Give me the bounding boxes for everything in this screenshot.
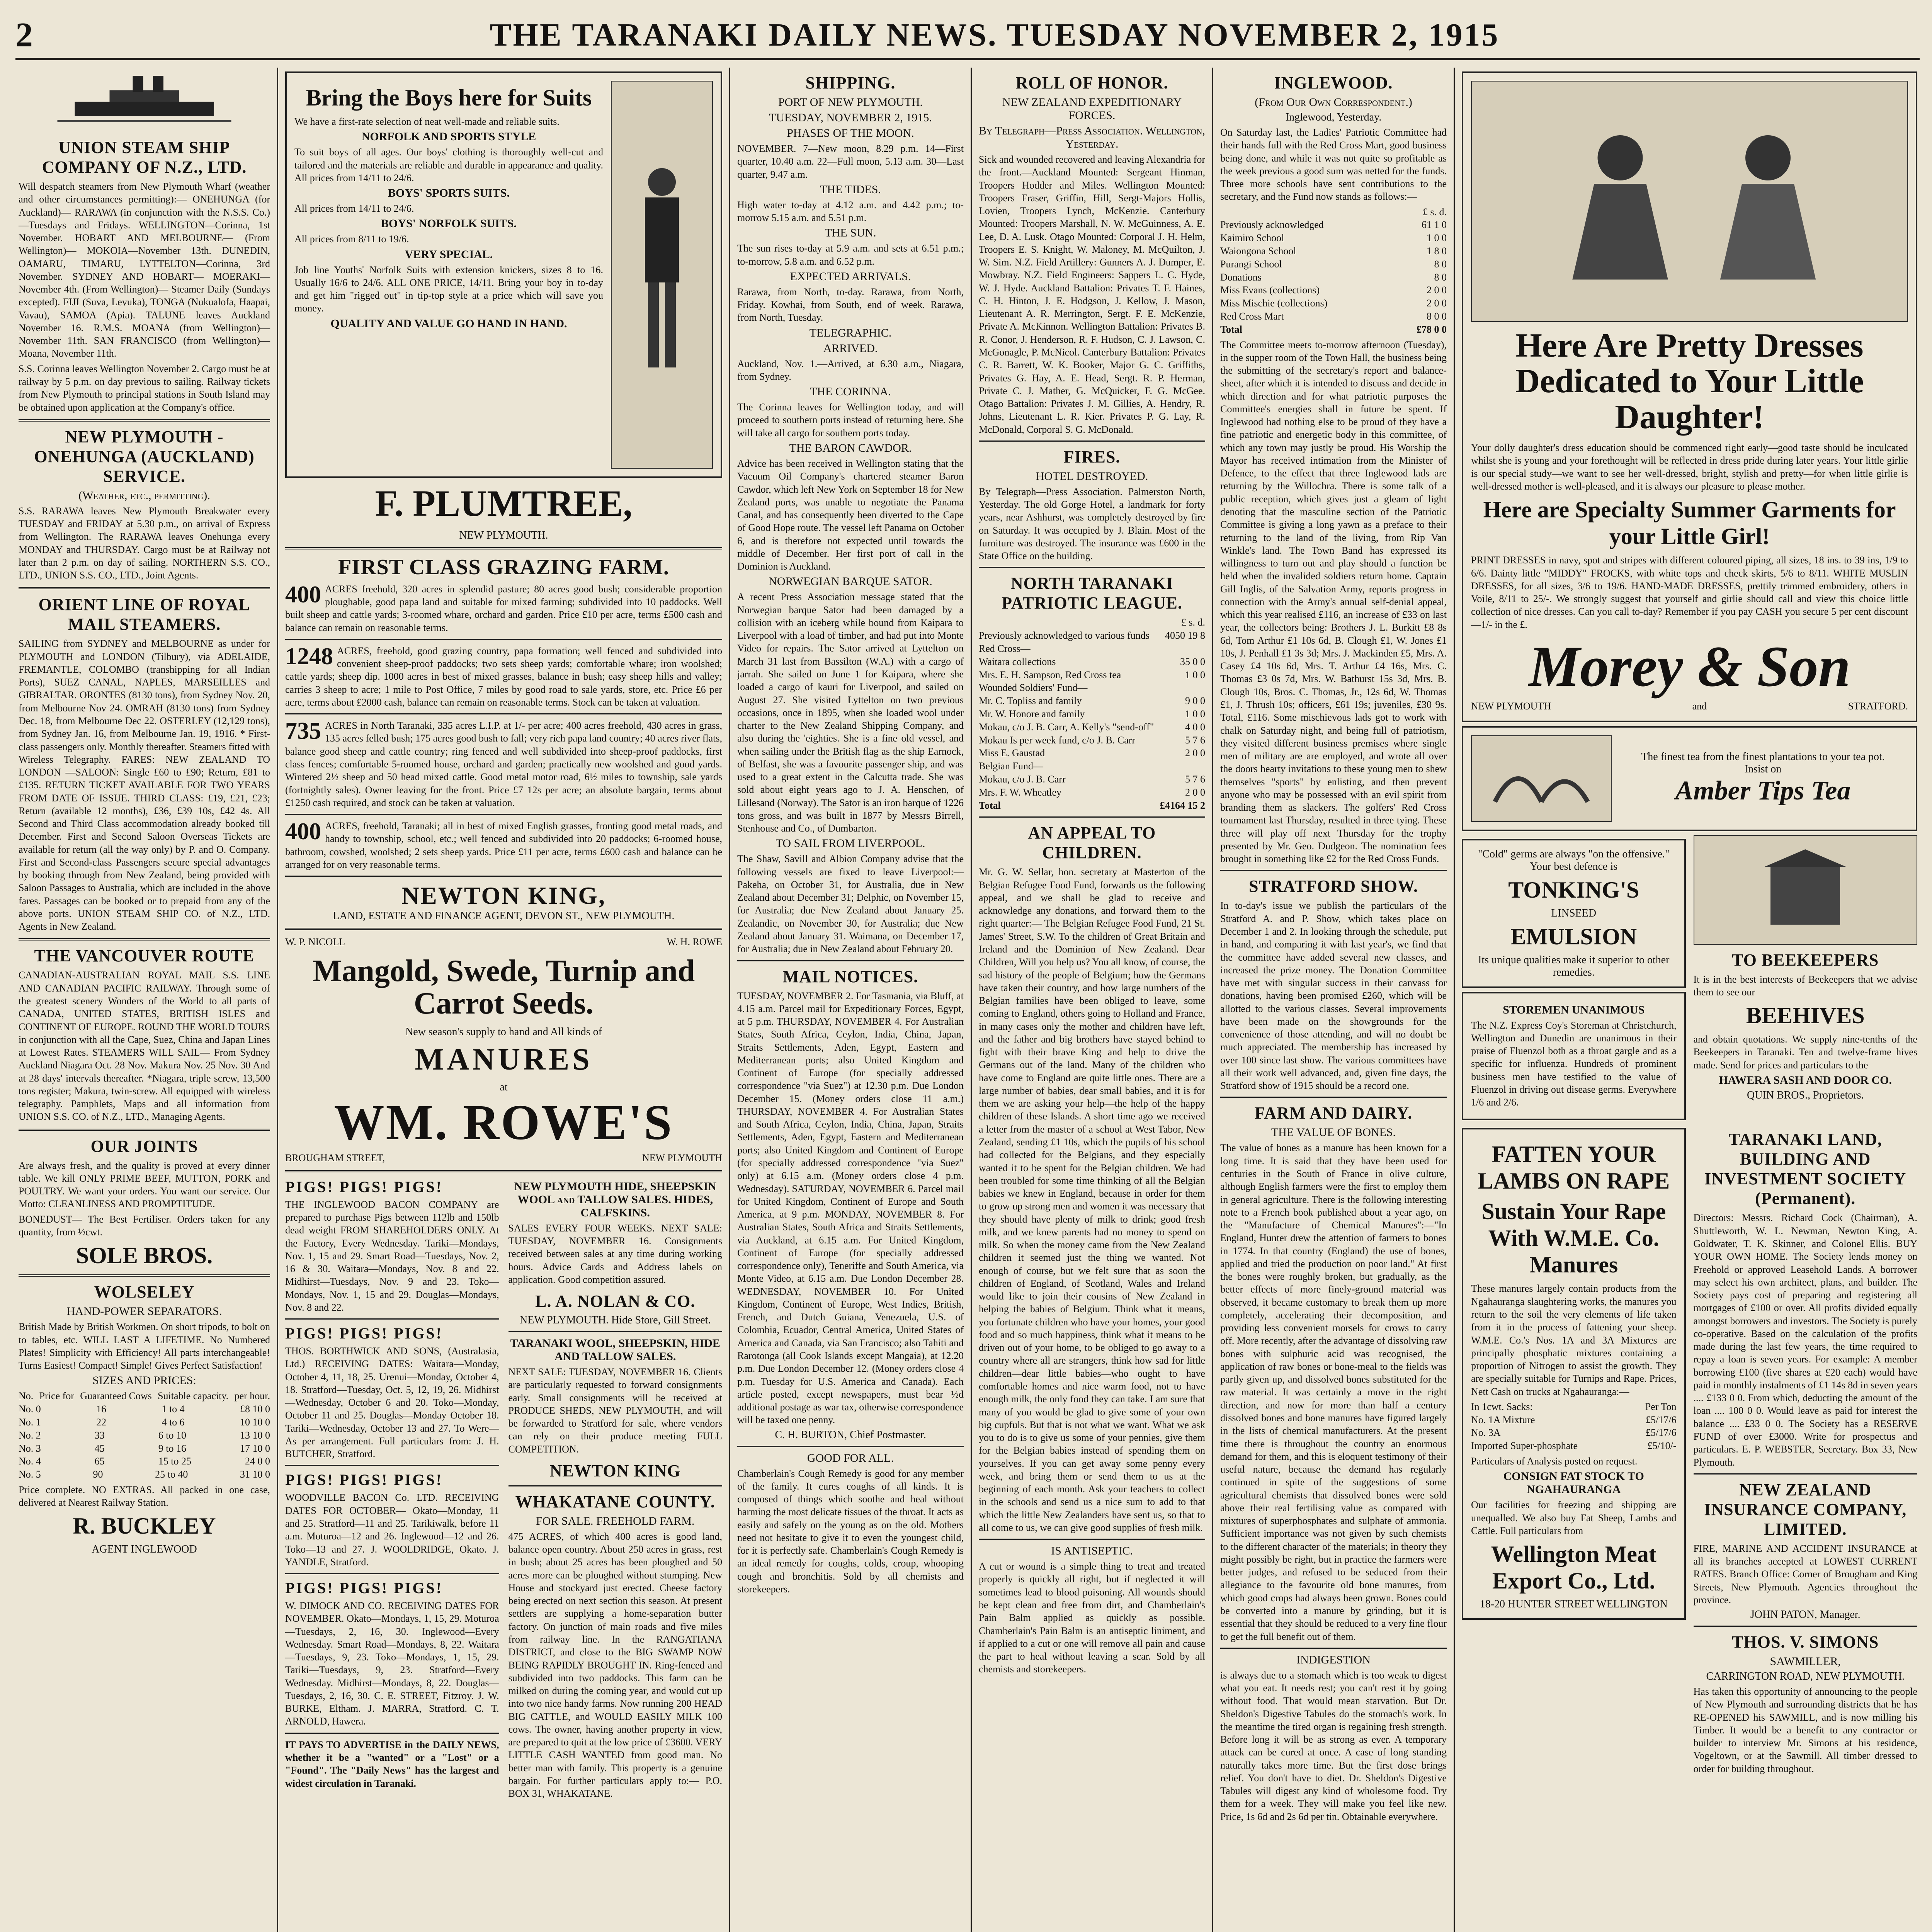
column-1	[12, 68, 278, 1932]
mail-notices-body: TUESDAY, NOVEMBER 2. For Tasmania, via Bluff, at 4.15 a.m. Parcel mail for Expeditionary Forces, Egypt, at 5 p.m. THURSDAY, NOVEMBER 4. For Australian States, South Africa, Ceylon, India, China, Japan, Straits Settlements, Aden, Egypt, Eastern and Mediterranean ports; also United Kingdom and Continent of Europe (for specially addressed correspondence "via Suez") at 12.30 p.m. Due London December 15. (Money orders close 11 a.m.) THURSDAY, NOVEMBER 4. For Australian States and South Africa, Ceylon, India, China, Japan, Straits Settlements, Aden, Egypt, Eastern and Mediterranean ports; also United Kingdom and Continent of Europe (for specially addressed correspondence "via Suez" only) at 6.15 a.m. (Money orders close 4 p.m. Wednesday). SATURDAY, NOVEMBER 6. Parcel mail for United Kingdom, Continent of Europe and South America, at 9 p.m. MONDAY, NOVEMBER 8. For Australian States, South Africa and Straits Settlements, via Auckland, at 6.15 a.m. For United Kingdom, Continent of Europe (for specially addressed correspondence only), Teneriffe and South America, via Monte Video, at 6.15 a.m. Due London December 28. WEDNESDAY, NOVEMBER 10. For United Kingdom, Continent of Europe, West Indies, British, French, and Dutch Guiana, Venezuela, U.S. of Colombia, Ecuador, Central America, United States of America and Canada, via San Francisco; also Tahiti and Rarotonga (all Cook Islands except Mangaia), at 12.20 p.m. Due London December 12. (Money orders close 4 p.m. Tuesday for U.S. America and Canada). Each article posted, except newspapers, must bear ½d additional postage as war tax, otherwise correspondence will be taxed one penny.	[737, 990, 964, 1426]
inglewood-table	[1220, 218, 1447, 323]
separators-body: British Made by British Workmen. On short tripods, to bolt on to tables, etc. WILL LAST A LIFETIME. No Numbered Plates! Simplicity with Efficiency! All parts interchangeable! Turns Easiest! Compact! Simple! Gives Perfect Satisfaction!	[19, 1321, 270, 1371]
grazing-farm-heading: FIRST CLASS GRAZING FARM.	[338, 555, 669, 579]
wme-text-2: Particulars of Analysis posted on request.	[1471, 1456, 1638, 1467]
beehives-name: BEEHIVES	[1746, 1003, 1865, 1029]
inglewood-heading: INGLEWOOD.	[1274, 73, 1393, 92]
patriotic-league-row: Red Cross—	[979, 643, 1031, 655]
usc-body: Will despatch steamers from New Plymouth Wharf (weather and other circumstances permitting):— ONEHUNGA (for Auckland)— RARAWA (in conjunction with the N.S.S. Co.)—Tuesdays and Fridays. WELLINGTON—Corinna, 1st November. HOBART AND MELBOURNE— (From Wellington)— MOKOIA—November 13th. DUNEDIN, OAMARU, TIMARU, LYTTELTON—Corinna, 3rd November. SYDNEY AND HOBART— MOERAKI—November 4th. (From Wellington)— Steamer Daily (Sundays excepted). FIJI (Suva, Levuka), TONGA (Nukualofa, Haapai, Vavau), SAMOA (Apia). TALUNE leaves Auckland November 16. R.M.S. MOANA (from Wellington)—November 11th. SAN FRANCISCO (from Wellington)—Moana, November 11th.	[19, 181, 270, 359]
whakatane-body: 475 ACRES, of which 400 acres is good land, balance open country. About 250 acres in grass, rest in bush; about 25 acres has been ploughed and 50 acres more can be ploughed without stumping. New House and stockyard just erected. Cheese factory being erected on next section this season. At present settlers are supplying a home-separation butter factory. On junction of main roads and five miles from railway line. In the RANGATIANA DISTRICT, and close to the BIG SWAMP NOW BEING RAPIDLY BROUGHT IN. Ring-fenced and subdivided into two paddocks. This farm can be milked on during the coming year, and would cut up into two nice handy farms. Now running 200 HEAD BIG CATTLE, and WOULD EASILY MILK 100 cows. The owner, having another property in view, are prepared to quit at the low price of £3600. VERY LITTLE CASH WANTED from good man. No better man with family. This property is a genuine bargain. For further particulars apply to:— P.O. BOX 31, WHAKATANE.	[508, 1531, 722, 1799]
mail-notices-signature: C. H. BURTON, Chief Postmaster.	[775, 1429, 926, 1441]
vancouver-route-body: CANADIAN-AUSTRALIAN ROYAL MAIL S.S. LINE AND CANADIAN PACIFIC RAILWAY. Through some of the greatest scenery Wonders of the World to all parts of CANADA, UNITED STATES, BRITISH ISLES and CONTINENT OF EUROPE. ROUND THE WORLD TOURS in conjunction with all the Cape, Suez, China and Japan Lines at Lowest Rates. STEAMERS WILL SAIL— From Sydney Auckland Niagara Oct. 28 Nov. Makura Nov. 25 Nov. 30 And at 28 days' intervals thereafter. *Niagara, triple screw, 13,500 tons register; Makura, twin-screw. All equipped with wireless telegraphy. Pamphlets, Maps and all information from UNION S.S. CO. of N.Z., LTD., Managing Agents.	[19, 969, 270, 1122]
roll-of-honor-heading: ROLL OF HONOR.	[1015, 73, 1168, 92]
woodville-bacon-notice: WOODVILLE BACON Co. LTD. RECEIVING DATES FOR OCTOBER— Okato—Monday, 11 and 25. Stratford—11 and 25. Tarikiwalk, before 11 a.m. Moturoa—12 and 26. Inglewood—12 and 26. Toko—13 and 27. J. WOOLDRIDGE, Okato. J. YANDLE, Stratford.	[285, 1492, 499, 1568]
column-5	[1213, 68, 1455, 1932]
simons-heading: THOS. V. SIMONS	[1732, 1633, 1879, 1652]
rowe-foot-left: BROUGHAM STREET,	[285, 1152, 385, 1163]
inglewood-row: Kaimiro School 1 0 0	[1220, 232, 1447, 244]
sizes-table-header: No. Price for Guaranteed Cows Suitable capacity. per hour.	[19, 1390, 270, 1402]
sun-body: The sun rises to-day at 5.9 a.m. and sets at 6.51 p.m.; to-morrow, 5.8 a.m. and 6.52 p.m.	[737, 243, 964, 267]
inglewood-body: On Saturday last, the Ladies' Patriotic Committee had their hands full with the Red Cross Mart, good business being done, and while it was not quite so profitable as the week previous a good sum was netted for the funds. Three more schools have sent contributions to the secretary, and the Fund now stands as follows:—	[1220, 127, 1447, 202]
wool-sales-heading: TARANAKI WOOL, SHEEPSKIN, HIDE AND TALLOW SALES.	[510, 1337, 720, 1363]
land-building-body: Directors: Messrs. Richard Cock (Chairman), A. Shuttleworth, W. L. Newman, Newton King, A. Goldwater, T. K. Skinner, and Colonel Ellis. BUY YOUR OWN HOME. The Society lends money on Freehold or approved Leasehold Lands. A borrower may select his own architect, plans, and builder. The Society pays cost of preparing and registering all mortgages of £100 or over. All profits divided equally amongst borrowers and investors. The Society is purely co-operative. Based on the calculation of the profits made during the last few years, the time required to repay a loan is seven years. For example: A member borrowing £100 (five shares at £20 each) would have paid in monthly instalments of £1 14s 8d in seven years .... £133 0 0. From which, deducting the amount of the loan .... 100 0 0. Would leave as paid for interest the balance .... £33 0 0. The Society has a RESERVE FUND of over £3000. Write for prospectus and particulars. E. P. WEBSTER, Secretary. Box 33, New Plymouth.	[1693, 1212, 1917, 1468]
farm-dairy-sub: THE VALUE OF BONES.	[1271, 1126, 1396, 1139]
plumtree-t4: Job line Youths' Norfolk Suits with extension knickers, sizes 8 to 16. Usually 16/6 to 24/6. ALL ONE PRICE, 14/11. Bring your boy in to-day and get him "rigged out" in tip-top style at a price which will save you money.	[294, 264, 603, 314]
plumtree-town: NEW PLYMOUTH.	[459, 529, 548, 541]
wme-text: These manures largely contain products from the Ngahauranga slaughtering works, the manures you return to the soil the very elements of life taken from it in the process of fattening your sheep. W.M.E. Co.'s Nos. 1A and 3A Mixtures are principally phosphatic mixtures containing a proportion of Nitrogen to assist the growth. They are specially suitable for Turnips and Rape. Prices, Nett Cash on trucks at Ngahauranga:—	[1471, 1283, 1677, 1397]
patriotic-league-row: Mrs. E. H. Sampson, Red Cross tea 1 0 0	[979, 669, 1205, 680]
expected-arrivals-body: Rarawa, from North, to-day. Rarawa, from North, Friday. Kowhai, from South, end of week. Rarawa, from North, Tuesday.	[737, 286, 964, 323]
sun-heading: THE SUN.	[825, 226, 876, 240]
roll-of-honor-body: Sick and wounded recovered and leaving Alexandria for the front.—Auckland Mounted: Sergeant Hinman, Troopers Hodder and Miles. Wellington Mounted: Troopers Fraser, Griffin, Hill, Sergt-Majors Hollis, Lovien, Troopers Lynch, McKenzie. Canterbury Mounted: Troopers Marshall, N. W. McGuinness, A. E. Lee, D. A. Lusk. Otago Mounted: Corporal J. H. Helm, Troopers E. S. Knight, W. Maloney, M. McQuilton, J. W. Sim. N.Z. Field Artillery: Gunners A. J. Dumper, E. Mowbray. N.Z. Field Engineers: Sappers L. C. Hyde, W. J. Hyde. Auckland Battalion: Privates T. F. Haines, C. H. Hinton, J. E. Hodgson, J. Kellow, J. Mason, Lieutenant A. R. Merrington, Sergt. F. E. McKenzie, Private A. McKinnon. Wellington Battalion: Privates B. R. Conor, J. Henderson, R. F. Hudson, C. J. Lawson, C. McGonagle, P. McNicol. Canterbury Battalion: Privates C. R. Barrett, W. K. Booker, Major G. C. Griffiths, Privates G. Hay, A. E. Head, Sergt. R. P. Herman, Private C. J. Mather, G. McQuicker, F. G. McGee. Otago Battalion: Privates J. M. Gillies, A. Hendry, R. Johns, Lieutenant L. R. Kier. Privates P. G. Lay, R. McDonald, Corporal S. G. McDonald.	[979, 154, 1205, 435]
orient-line-body: SAILING from SYDNEY and MELBOURNE as under for PLYMOUTH and LONDON (Tilbury), via ADELAIDE, FREMANTLE, COLOMBO (transhipping for all Indian Ports), SUEZ CANAL, NAPLES, MARSEILLES and GIBRALTAR. ORONTES (8130 tons), from Sydney Nov. 20, from Melbourne Nov 24. OMRAH (8130 tons) from Sydney Dec. 18, from Melbourne Dec 22. OSTERLEY (12,129 tons), from Sydney Jan. 16, from Melbourne Jan. 19, 1916. * First-class passengers only. Monthly thereafter. Steamers fitted with Wireless Telegraphy. FARES: NEW ZEALAND TO LONDON —SALOON: Single £60 to £90; Return, £81 to £135. RETURN TICKET AVAILABLE FOR TWO YEARS FROM DATE OF ISSUE. THIRD CLASS: £19, £21, £23; Return (available 12 months), £36, £39 10s, £42 4s. All Second and Third Class accommodation already booked till December. First and Second Saloon Overseas Tickets are available for return (all the way only) by P. and O. Company. First and Second-class Passengers secure special advantages by booking through from New Zealand, being provided with Saloon Passages to Australia, which are included in the above fares. Passages can be booked or to prepaid from any of the above ports. UNION STEAM SHIP CO. of N.Z., LTD. Agents in New Zealand.	[19, 638, 270, 932]
inglewood-row: Donations 8 0	[1220, 271, 1447, 283]
steamship-icon	[19, 70, 270, 128]
np-service-body: S.S. RARAWA leaves New Plymouth Breakwater every TUESDAY and FRIDAY at 5.30 p.m., on arrival of Express from Wellington. The RARAWA leaves Onehunga every MONDAY and THURSDAY. Cargo must be at Railway not later than 2 p.m. on day of sailing. NORTHERN S.S. CO., LTD., UNION S.S. CO., LTD., Joint Agents.	[19, 505, 270, 581]
inglewood-row: Red Cross Mart 8 0 0	[1220, 310, 1447, 322]
land-building-heading: TARANAKI LAND, BUILDING AND INVESTMENT SOCIETY (Permanent).	[1704, 1130, 1906, 1208]
patriotic-league-row: Mokau, c/o J. B. Carr 5 7 6	[979, 774, 1205, 785]
farm-listing	[285, 645, 722, 709]
antiseptic-heading: IS ANTISEPTIC.	[1051, 1544, 1133, 1558]
port-name: PORT OF NEW PLYMOUTH.	[778, 96, 923, 109]
plumtree-s2: BOYS' SPORTS SUITS.	[388, 187, 510, 200]
vancouver-route-heading: THE VANCOUVER ROUTE	[34, 946, 255, 966]
patriotic-league-row: Waitara collections 35 0 0	[979, 656, 1205, 667]
newton-king-address: LAND, ESTATE AND FINANCE AGENT, DEVON ST., NEW PLYMOUTH.	[333, 910, 675, 922]
good-for-all-heading: GOOD FOR ALL.	[807, 1451, 894, 1464]
nolan-name: L. A. NOLAN & CO.	[535, 1292, 696, 1311]
column-3	[730, 68, 972, 1932]
consign-heading: CONSIGN FAT STOCK TO NGAHAURANGA	[1503, 1470, 1644, 1496]
hide-sales-body: SALES EVERY FOUR WEEKS. NEXT SALE: TUESDAY, NOVEMBER 16. Consignments received between sales at any time during working hours. Advice Cards and Address labels on application. Good competition assured.	[508, 1222, 722, 1285]
farm-dairy-heading: FARM AND DAIRY.	[1254, 1104, 1413, 1123]
baron-cawdor-heading: THE BARON CAWDOR.	[789, 441, 912, 454]
plumtree-t2: All prices from 14/11 to 24/6.	[294, 203, 414, 214]
patriotic-league-row: Mokau, c/o J. B. Carr, A. Kelly's "send-off" 4 0 0	[979, 721, 1205, 733]
plumtree-name: F. PLUMTREE,	[375, 483, 633, 524]
wme-price-row: No. 1A Mixture £5/17/6	[1471, 1414, 1677, 1425]
sizes-row: No. 3 45 9 to 16 17 10 0	[19, 1442, 270, 1454]
our-joints-body: Are always fresh, and the quality is proved at every dinner table. We kill ONLY PRIME BEEF, MUTTON, PORK and POULTRY. We want your orders. You want our service. Our Motto: CLEANLINESS AND PROMPTITUDE.	[19, 1160, 270, 1210]
farm-text: ACRES in North Taranaki, 335 acres L.I.P. at 1/- per acre; 400 acres freehold, 430 acres in grass, 135 acres felled bush; 175 acres good bush to fall; very rich papa land country; 40 acres river flats, balance good sheep and cattle country; ring fenced and well subdivided into sheep-proof paddocks, first class fences; comfortable 5-roomed house, orchard and garden; practically new woolshed and good yards. Wintered 2½ sheep and 50 head mixed cattle. Good metal motor road, 6½ miles to township, sale yards (fortnightly sales). Owner leaving for the front. Price £7 12s per acre; an absolute bargain, terms about £1250 cash required, and stock can be taken at valuation.	[285, 720, 722, 808]
simons-body: Has taken this opportunity of announcing to the people of New Plymouth and surrounding districts that he has RE-OPENED his SAWMILL, and is now milling his Timber. It would be a benefit to any contractor or builder to interview Mr. Simons at his residence, Vogeltown, or at the Sawmill. All timber dressed to order for building throughout.	[1693, 1686, 1917, 1774]
stratford-show-body: In to-day's issue we publish the particulars of the Stratford A. and P. Show, which takes place on December 1 and 2. In looking through the schedule, put in hand, and comparing it with last year's, we find that the committee have added several new classes, and increased the prize money. The Donation Committee have met with singular success in their canvass for donations, having been promised £260, which will be allotted to the various classes. Several improvements have been made on the showgrounds for the convenience of those attending, and will no doubt be much appreciated. The membership has increased by over 100 since last show. The various committees have all their work well advanced, and, given fine days, the Stratford show of 1915 should be a record one.	[1220, 900, 1447, 1092]
shipping-heading: SHIPPING.	[805, 73, 896, 92]
plumtree-intro: We have a first-rate selection of neat well-made and reliable suits.	[294, 116, 560, 127]
fires-heading: FIRES.	[1063, 447, 1121, 466]
sizes-row: No. 4 65 15 to 25 24 0 0	[19, 1456, 270, 1467]
tonking-emulsion: EMULSION	[1510, 923, 1637, 949]
patriotic-league-table	[979, 629, 1205, 799]
fatten-headline: FATTEN YOUR LAMBS ON RAPE	[1478, 1141, 1670, 1194]
wme-price-list	[1471, 1400, 1677, 1452]
beekeepers-heading: TO BEEKEEPERS	[1732, 950, 1879, 969]
pigs-heading-4: PIGS! PIGS! PIGS!	[285, 1579, 443, 1597]
appeal-heading: AN APPEAL TO CHILDREN.	[1028, 823, 1156, 862]
farm-list	[285, 583, 722, 877]
roll-by-line: By Telegraph—Press Association. Wellington, Yesterday.	[979, 124, 1205, 150]
arrived-body: Auckland, Nov. 1.—Arrived, at 6.30 a.m., Niagara, from Sydney.	[737, 358, 964, 382]
plumtree-t1: To suit boys of all ages. Our boys' clothing is thoroughly well-cut and tailored and the materials are reliable and durable in appearance and quality. All prices from 14/11 to 24/6.	[294, 146, 603, 184]
beekeepers-text-1: It is in the best interests of Beekeepers that we advise them to see our	[1693, 973, 1917, 998]
inglewood-table-header: £ s. d.	[1422, 206, 1447, 218]
page-number: 2	[15, 15, 33, 54]
dimock-notice: W. DIMOCK AND CO. RECEIVING DATES FOR NOVEMBER. Okato—Mondays, 1, 15, 29. Moturoa—Tuesdays, 2, 16, 30. Inglewood—Every Wednesday. Smart Road—Mondays, 8, 22. Waitara—Tuesdays, 9, 23. Toko—Mondays, 1, 15, 29. Tariki—Tuesdays, 9, 23. Stratford—Every Wednesday. Midhirst—Mondays, 8, 22. Douglas—Tuesdays, 2, 16, 30. C. E. STREET, Fitzroy. J. W. BURKE, Eltham. J. MARRA, Stratford. C. T. ARNOLD, Hawera.	[285, 1600, 499, 1727]
column-2	[278, 68, 730, 1932]
inglewood-row: Purangi School 8 0	[1220, 258, 1447, 270]
masthead	[15, 12, 1920, 60]
indigestion-heading: INDIGESTION	[1296, 1653, 1371, 1666]
wellington-meat-address: 18-20 HUNTER STREET WELLINGTON	[1480, 1598, 1668, 1611]
farm-listing	[285, 719, 722, 809]
sizes-heading: SIZES AND PRICES:	[92, 1374, 196, 1387]
usc-note: S.S. Corinna leaves Wellington November 2. Cargo must be at railway by 5 p.m. on day previous to sailing. Railway tickets from New Plymouth to principal stations in South Island may be obtained upon application at the Company's office.	[19, 363, 270, 413]
corinna-heading: THE CORINNA.	[810, 385, 891, 398]
farm-acres: 400	[285, 581, 321, 608]
plumtree-title: Bring the Boys here for Suits	[306, 85, 592, 111]
nolan-town: NEW PLYMOUTH. Hide Store, Gill Street.	[520, 1314, 711, 1327]
farm-text: ACRES, freehold, Taranaki; all in best of mixed English grasses, fronting good metal roads, and handy to township, school, etc.; well fenced and subdivided into 20 paddocks; 6-roomed house, bathroom, cowshed, woolshed; 2 sets sheep yards. Price £11 per acre, terms £600 cash and balance can be arranged for on very reasonable terms.	[285, 820, 722, 870]
sizes-row: No. 5 90 25 to 40 31 10 0	[19, 1469, 270, 1480]
baron-cawdor-body: Advice has been received in Wellington stating that the Vacuum Oil Company's chartered steamer Baron Cawdor, which left New York on September 18 for New Zealand ports, was unable to negotiate the Panama Canal, and has consequently been diverted to the Cape of Good Hope route. The vessel left Panama on October 6, and is therefore not expected until towards the middle of December. Her first port of call in the Dominion is Auckland.	[737, 457, 964, 572]
sizes-table	[19, 1403, 270, 1481]
tonking-sub: LINSEED	[1551, 907, 1597, 919]
whakatane-sub: FOR SALE. FREEHOLD FARM.	[536, 1514, 695, 1527]
tonking-tagline: "Cold" germs are always "on the offensive." Your best defence is	[1478, 848, 1670, 872]
patriotic-league-row: Mrs. F. W. Wheatley 2 0 0	[979, 786, 1205, 798]
rowe-header	[285, 935, 722, 949]
appeal-body: Mr. G. W. Sellar, hon. secretary at Masterton of the Belgian Refugee Food Fund, forwards us the following appeal, and we shall be glad to receive and acknowledge any donations, and forward them to the right quarter:— The Belgian Refugee Food Fund, 21 St. James' Street, S.W. To the children of Great Britain and Ireland and the Dominion of New Zealand. Dear Children, Will you help us? You all know, of course, the sad history of the people of Belgium; how the Germans have taken their country, and how large numbers of the Belgian families have been obliged to leave, some coming to England, others going to Holland and France, in many cases only the mother and children have left, and the father and big brothers have stayed behind to fight with their brave King and help to drive the Germans out of the land. Many of the children who have come to England are quite little ones. There are a large number of babies, dear small babies, and it is for them we are asking your help—the help of the happy children of these Islands. A short time ago we received a letter from the master of a school at West Tabor, New Zealand, sending £1 10s, which the pupils of his school had collected for the Belgians, and they especially wanted it to be spent for the Belgian children. We had been troubled for some time thinking of all the Belgian babies we knew in England, because in order for them to grow up strong men and women it was necessary that they should have plenty of milk to drink; good fresh milk, and we knew parents had no money to spend on milk. So when the money came from the New Zealand children it seemed just the thing we wanted. Not enough of course, but we felt sure that as soon the children of England, of Scotland, Wales and Ireland would like to join their cousins of New Zealand in helping the babies of Belgium. Think what it means, you fortunate children who have your homes, your good food and so much happiness, think what it means to be driven out of your home, to be obliged to go away to a country where all are strangers, think how sad for little children—dear little babies—who ought to have comfortable homes and nice warm food, not to have enough milk, the only food they can take. I am sure that many of you would be glad to give some of your own big cupfuls. But that is not what we want. What we ask you to do is to give us some of your pennies, give them for the Belgian babies instead of spending them on yourselves. If you can get away some penny every week, and bring them or send them to us at the beginning of each month. Ask your teachers to collect in the schools and send us a nice sum to add to that which the little New Zealanders have sent us, so that to all come to us, we can give good supplies of fresh milk.	[979, 866, 1205, 1533]
fires-body: By Telegraph—Press Association. Palmerston North, Yesterday. The old Gorge Hotel, a landmark for forty years, near Ashhurst, was completely destroyed by fire on Saturday. It was occupied by J. Blain. Most of the furniture was destroyed. The insurance was £600 in the State Office on the building.	[979, 486, 1205, 562]
patriotic-league-row: Previously acknowledged to various funds 4050 19 8	[979, 630, 1205, 641]
patriotic-league-row: Wounded Soldiers' Fund—	[979, 682, 1088, 694]
boy-in-suit-illustration-icon	[611, 81, 713, 469]
simons-address: CARRINGTON ROAD, NEW PLYMOUTH.	[1706, 1670, 1905, 1683]
quin-bros: QUIN BROS., Proprietors.	[1747, 1089, 1864, 1101]
rowe-title: Mangold, Swede, Turnip and Carrot Seeds.	[312, 954, 695, 1020]
sole-bros-name: SOLE BROS.	[76, 1243, 213, 1269]
wme-price-row: Imported Super-phosphate £5/10/-	[1471, 1440, 1677, 1452]
orient-line-heading: ORIENT LINE OF ROYAL MAIL STEAMERS.	[38, 595, 250, 634]
np-service-sub: (Weather, etc., permitting).	[78, 489, 210, 502]
bonedust-notice: BONEDUST— The Best Fertiliser. Orders taken for any quantity, from ½cwt.	[19, 1213, 270, 1238]
farm-listing	[285, 583, 722, 634]
tonking-name: TONKING'S	[1508, 877, 1639, 903]
wellington-meat-name: Wellington Meat Export Co., Ltd.	[1491, 1541, 1656, 1594]
rowe-right: W. H. ROWE	[667, 936, 722, 948]
pigs-heading-3: PIGS! PIGS! PIGS!	[285, 1471, 443, 1489]
sator-heading: NORWEGIAN BARQUE SATOR.	[769, 575, 932, 588]
plumtree-s5: QUALITY AND VALUE GO HAND IN HAND.	[330, 317, 567, 330]
amber-tips-name: Amber Tips Tea	[1675, 776, 1851, 806]
plumtree-t3: All prices from 8/11 to 19/6.	[294, 233, 409, 245]
inglewood-row: Miss Evans (collections) 2 0 0	[1220, 284, 1447, 296]
sustain-headline: Sustain Your Rape With W.M.E. Co. Manures	[1481, 1199, 1666, 1278]
column-6	[1455, 68, 1924, 1932]
corinna-body: The Corinna leaves for Wellington today, and will proceed to southern ports instead of returning here. She will take all cargo for southern ports today.	[737, 401, 964, 439]
rowe-left: W. P. NICOLL	[285, 936, 345, 948]
patriotic-league-row: Miss E. Gaustad 2 0 0	[979, 747, 1205, 759]
liverpool-body: The Shaw, Savill and Albion Company advise that the following vessels are fixed to leave Liverpool:— Pakeha, on October 31, for Australia, due in New Zealand about December 31; Delphic, on November 15, for Australia; due New Zealand about January 25. Zealandic, on November 30, for Australia; due New Zealand about January 31. Waimana, on December 17, for Australia; due in New Zealand about February 20.	[737, 853, 964, 955]
patriotic-league-row: Mokau Is per week fund, c/o J. B. Carr 5 7 6	[979, 734, 1205, 746]
beekeepers-text-2: and obtain quotations. We supply nine-tenths of the Beekeepers in Taranaki. Ten and twelve-frame hives made. Send for prices and particulars to the	[1693, 1034, 1917, 1071]
patriotic-league-row: Belgian Fund—	[979, 760, 1043, 772]
farm-text: ACRES freehold, 320 acres in splendid pasture; 80 acres good bush; considerable proportion ploughable, good papa land and suitable for mixed farming; subdivided into 10 paddocks. Well built sheep and cattle yards; 3-roomed whare, orchard and garden. Price £10 per acre, terms £500 cash and balance can remain on reasonable terms.	[285, 583, 722, 633]
nz-insurance-body: FIRE, MARINE AND ACCIDENT INSURANCE at all its branches accepted at LOWEST CURRENT RATES. Branch Office: Corner of Brougham and King Streets, New Plymouth. Agencies throughout the province.	[1693, 1543, 1917, 1605]
tea-line: The finest tea from the finest plantations to your tea pot.	[1641, 750, 1885, 763]
morey-headline-2: Here are Specialty Summer Garments for your Little Girl!	[1483, 497, 1896, 549]
morey-ad	[1462, 71, 1917, 722]
patriotic-league-header: £ s. d.	[1181, 617, 1205, 628]
separators-note: Price complete. NO EXTRAS. All packed in one case, delivered at Nearest Railway Station.	[19, 1484, 270, 1509]
storemen-ad	[1462, 992, 1686, 1121]
inglewood-body-2: The Committee meets to-morrow afternoon (Tuesday), in the supper room of the Town Hall, the business being the submitting of the secretary's report and balance-sheet, after which it is intended to discuss and decide in which direction and for what patriotic purposes the Committee's energies shall in future be spent. If Inglewood had nothing else to be proud of they have a fine patriotic and energetic body in this committee, of which any town may justly be proud. His Worship the Mayor has received intimation from the Minister of Defence, to the effect that three Inglewood lads are returning by the Willochra. There is some talk of a public reception, which gives just a gleam of light denoting that the masculine section of the Patriotic Committee is giving a long yawn as a preface to their returning to the land of the living, from Rip Van Winkle's land. The Town Band has expressed its willingness to turn out and play should a function be held when the invalided soldiers return home. Captain Gill Inglis, of the Salvation Army, reports progress in connection with the Army's annual self-denial appeal, which this year realised £116, an increase of £33 on last year, the collectors being: Brothers J. L. Burkitt £8 8s 6d, Tom Arthur £1 10s 6d, B. Clough £1, W. Jones £1 10s, J. Penhall £1 3s 3d; Mrs. J. Mackinden £5, Mrs. A. Casey £4 10s 6d, Mrs. T. Arthur £4 16s, Mrs. C. Thomas £3 0s 7d, Mrs. W. Bathurst 15s 3d, Mrs. B. Clough 10s, Bros. C. Thomas, Jr., 12s 6d, W. Thomas £1, J. Thrush 10s; officers, £61 19s; juveniles, £30 9s. Total, £116. Some mischievous lads got to work with chalk on Saturday night, and being full of patriotism, they visited different business premises where single men of military are are employed, and wrote all over the doors hearty invitations to these young men to shew themselves "sports" by enlisting, and then prevent anyone who may be possessed with an evil spirit from branding them as slackers. The golfers' Red Cross tournament last Thursday, resulted in three tying. These three will play off next Thursday for the trophy presented by Mr. Geo. Dudgeon. The nomination fees brought in something like £2 for the Red Cross Funds.	[1220, 339, 1447, 865]
rowe-foot-right: NEW PLYMOUTH	[642, 1152, 722, 1163]
wme-ad	[1462, 1128, 1686, 1620]
nz-insurance-signature: JOHN PATON, Manager.	[1750, 1609, 1861, 1621]
good-for-all-body: Chamberlain's Cough Remedy is good for any member of the family. It cures coughs of all kinds. It is composed of things which soothe and heal without harming the most delicate tissues of the throat. It acts as easily and safely on the young as on the old. Mothers need not hesitate to give it to even the youngest child, for it is perfectly safe. Chamberlain's Cough Remedy is an ideal remedy for coughs, colds, croup, whooping cough and bronchitis. Sold by all chemists and storekeepers.	[737, 1468, 964, 1595]
morey-name: Morey & Son	[1528, 634, 1851, 699]
liverpool-heading: TO SAIL FROM LIVERPOOL.	[776, 837, 925, 850]
moon-body: NOVEMBER. 7—New moon, 8.29 p.m. 14—First quarter, 10.40 a.m. 22—Full moon, 5.13 a.m. 30—Last quarter, 9.47 a.m.	[737, 143, 964, 180]
mail-notices-heading: MAIL NOTICES.	[782, 967, 918, 986]
newspaper-title: THE TARANAKI DAILY NEWS. TUESDAY NOVEMBER 2, 1915	[490, 17, 1500, 53]
farm-listing	[285, 820, 722, 871]
beehive-icon	[1694, 835, 1918, 945]
storemen-body: The N.Z. Express Coy's Storeman at Christchurch, Wellington and Dunedin are unanimous in their praise of Fluenzol both as a throat gargle and as a specific for influenza. Hundreds of prominent business men have testified to the value of Fluenzol in driving out disease germs. Everywhere 1/6 and 2/6.	[1471, 1019, 1677, 1108]
pigs-heading-1: PIGS! PIGS! PIGS!	[285, 1178, 443, 1196]
wool-sales-name: NEWTON KING	[549, 1461, 681, 1480]
tea-plantation-icon	[1471, 735, 1612, 822]
wme-price-row: No. 3A £5/17/6	[1471, 1427, 1677, 1439]
tides-body: High water to-day at 4.12 a.m. and 4.42 p.m.; to-morrow 5.15 a.m. and 5.51 p.m.	[737, 199, 964, 224]
column-4	[972, 68, 1213, 1932]
inglewood-bacon-notice: THE INGLEWOOD BACON COMPANY are prepared to purchase Pigs between 112lb and 150lb dead weight FROM SHAREHOLDERS ONLY. At the Factory, Every Wednesday. Tariki—Mondays, Nov. 1, 15 and 29. Smart Road—Tuesdays, Nov. 2, 16 & 30. Waitara—Mondays, Nov. 8 and 22. Midhirst—Tuesdays, Nov. 9 and 23. Toko—Mondays, Nov. 1, 15 and 29. Douglas—Mondays, Nov. 8 and 22.	[285, 1199, 499, 1313]
fires-sub: HOTEL DESTROYED.	[1036, 469, 1148, 483]
inglewood-sub: (From Our Own Correspondent.)	[1255, 96, 1412, 109]
nz-insurance-heading: NEW ZEALAND INSURANCE COMPANY, LIMITED.	[1704, 1480, 1907, 1539]
inglewood-by: Inglewood, Yesterday.	[1285, 111, 1382, 123]
rowe-manures: MANURES	[415, 1042, 593, 1077]
buckley-footer: AGENT INGLEWOOD	[92, 1543, 197, 1556]
sizes-row: No. 1 22 4 to 6 10 10 0	[19, 1416, 270, 1428]
farm-text: ACRES, freehold, good grazing country, papa formation; well fenced and subdivided into convenient sheep-proof paddocks; two sets sheep yards; comfortable whare; iron woolshed; cattle yards; sheep dip. 1000 acres in best of mixed grasses, balance in bush; easy sheep hills and valley; carries 3 sheep to acre; 1 mile to Post Office, 7 miles by good road to sale yards, store, etc. Price £6 per acre, terms about £2000 cash, balance can remain on reasonable terms. Stock can be taken at valuation.	[285, 645, 722, 708]
sator-body: A recent Press Association message stated that the Norwegian barque Sator had been damaged by a collision with an iceberg while bound from Kaipara to Liverpool with a load of timber, and had put into Monte Video for repairs. The Sator arrived at Lyttelton on March 31 last from Bassilton (W.A.) with a cargo of jarrah. She sailed on June 1 for Kaipara, where she loaded a cargo of kauri for Liverpool, and sailed on August 27. She visited Lyttelton on two previous occasions, once in 1895, when she loaded wool under charter to the New Zealand Shipping Company, and also during the 'eighties. She is a fine old vessel, and when sailing under the British flag as the ship Earnock, of Belfast, she was a favourite passenger ship, and was used to a great extent in the Calcutta trade. She was sold about eight years ago to J. A. Henschen, of Lillesand (Norway). The Sator is an iron barque of 1226 tons gross, and was built in 1877 by Messrs Birrell, Stenhouse and Co., of Dumbarton.	[737, 591, 964, 834]
rowe-footer	[285, 1151, 722, 1165]
plumtree-s4: VERY SPECIAL.	[405, 248, 493, 261]
indigestion-body: is always due to a stomach which is too weak to digest what you eat. It needs rest; you can't rest it by going without food. That would mean starvation. But Dr. Sheldon's Digestive Tabules do the stomach's work. In the meantime the tired organ is regaining fresh strength. Before long it will be as strong as ever. A temporary attack can be cured at once. A case of long standing naturally takes more time. But the first dose brings relief. You don't have to diet. Dr. Sheldon's Digestive Tabules will digest any kind of wholesome food. Try them for a week. They will make you feel like new. Price, 1s 6d and 2s 6d per tin. Obtainable everywhere.	[1220, 1669, 1447, 1822]
stratford-show-heading: STRATFORD SHOW.	[1249, 877, 1418, 896]
sizes-row: No. 2 33 6 to 10 13 10 0	[19, 1429, 270, 1441]
rowe-sub: New season's supply to hand and All kinds of	[405, 1026, 602, 1038]
tides-heading: THE TIDES.	[820, 183, 881, 196]
farm-acres: 400	[285, 818, 321, 845]
inglewood-row: Miss Mischie (collections) 2 0 0	[1220, 298, 1447, 309]
tonking-footer: Its unique qualities make it superior to other remedies.	[1478, 954, 1670, 978]
rowe-name: WM. ROWE'S	[334, 1094, 673, 1150]
storemen-heading: STOREMEN UNANIMOUS	[1503, 1003, 1645, 1016]
plumtree-s1: NORFOLK AND SPORTS STYLE	[361, 130, 536, 143]
sizes-row: No. 0 16 1 to 4 £8 10 0	[19, 1403, 270, 1415]
pigs-heading-2: PIGS! PIGS! PIGS!	[285, 1325, 443, 1342]
wme-text-3: Our facilities for freezing and shipping are unequalled. We also buy Fat Sheep, Lambs and Cattle. Full particulars from	[1471, 1499, 1677, 1536]
moon-heading: PHASES OF THE MOON.	[787, 127, 914, 139]
inglewood-row: Waiongona School 1 8 0	[1220, 245, 1447, 257]
patriotic-league-row: Mr. C. Topliss and family 9 0 0	[979, 695, 1205, 707]
girls-illustration-icon	[1471, 81, 1908, 322]
it-pays-notice: IT PAYS TO ADVERTISE in the DAILY NEWS, whether it be a "wanted" or a "Lost" or a "Found". The "Daily News" has the largest and widest circulation in Taranaki.	[285, 1739, 499, 1789]
tea-insist: Insist on	[1744, 763, 1782, 775]
wme-price-row: In 1cwt. Sacks: Per Ton	[1471, 1401, 1677, 1412]
farm-acres: 735	[285, 718, 321, 745]
wolseley-heading: WOLSELEY	[94, 1282, 195, 1302]
borthwick-notice: THOS. BORTHWICK AND SONS, (Australasia, Ltd.) RECEIVING DATES: Waitara—Monday, October 4, 11, 18, 25. Urenui—Monday, October 4, 18. Stratford—Tuesday, Oct. 5, 12, 19, 26. Midhirst—Wednesday, October 6 and 20. Toko—Monday, October 11 and 25. Douglas—Monday October 18. Tariki—Wednesday, October 13 and 27. To Were—As per arrangement. Full particulars from: J. H. BUTCHER, Stratford.	[285, 1345, 499, 1460]
np-service-heading: NEW PLYMOUTH - ONEHUNGA (AUCKLAND) SERVICE.	[34, 427, 255, 486]
plumtree-ad	[285, 71, 722, 478]
morey-footer: NEW PLYMOUTH and STRATFORD.	[1471, 700, 1908, 712]
rowe-at: at	[500, 1081, 508, 1093]
separators-heading: HAND-POWER SEPARATORS.	[66, 1305, 222, 1318]
newton-king-name: NEWTON KING,	[401, 882, 606, 910]
arrived-heading: ARRIVED.	[823, 342, 878, 355]
nzef-heading: NEW ZEALAND EXPEDITIONARY FORCES.	[1002, 96, 1182, 122]
hawera-sash-name: HAWERA SASH AND DOOR CO.	[1719, 1073, 1892, 1087]
simons-sub: SAWMILLER,	[1770, 1655, 1841, 1668]
morey-headline: Here Are Pretty Dresses Dedicated to Your Little Daughter!	[1515, 327, 1864, 436]
shipping-date: TUESDAY, NOVEMBER 2, 1915.	[769, 111, 932, 124]
whakatane-heading: WHAKATANE COUNTY.	[515, 1492, 715, 1511]
hide-sales-heading: NEW PLYMOUTH HIDE, SHEEPSKIN WOOL and TALLOW SALES. HIDES, CALFSKINS.	[514, 1180, 716, 1219]
morey-text-2: PRINT DRESSES in navy, spot and stripes with different coloured piping, all sizes, 18 ins. to 39 ins, 1/9 to 6/6. Dainty little "MIDDY" FROCKS, with white tops and check skirts, 5/6 to 8/11. WHITE MUSLIN DRESSES, for all sizes, 3/6 to 19/6. HAND-MADE DRESSES, prettily trimmed embroidery, others in Voile, 8/11 to 25/-. We strongly suggest that yourself and girlie should call and view this choice little collection of nice dresses. Can you call to-day? Remember if you pay CASH you secure 5 per cent discount—1/- in the £.	[1471, 554, 1908, 630]
expected-arrivals-heading: EXPECTED ARRIVALS.	[790, 270, 911, 283]
buckley-name: R. BUCKLEY	[73, 1513, 216, 1539]
amber-tips-ad	[1462, 726, 1917, 831]
patriotic-league-total: Total £4164 15 2	[979, 799, 1205, 811]
usc-heading: UNION STEAM SHIP COMPANY OF N.Z., LTD.	[42, 138, 247, 177]
antiseptic-body: A cut or wound is a simple thing to treat and treated properly is quickly all right, but if neglected it will sometimes lead to blood poisoning. All wounds should be kept clean and free from dirt, and Chamberlain's Pain Balm applied as quickly as possible. Chamberlain's Pain Balm is an antiseptic liniment, and if applied to a cut or one will remove all pain and cause the part to heal without leaving a scar. Sold by all chemists and storekeepers.	[979, 1561, 1205, 1675]
wool-sales-body: NEXT SALE: TUESDAY, NOVEMBER 16. Clients are particularly requested to forward consignments early. Small consignments will be received at PRODUCE SHEDS, NEW PLYMOUTH, and will be forwarded to Stratford for sale, where vendors can rely on their produce meeting FULL COMPETITION.	[508, 1366, 722, 1455]
farm-acres: 1248	[285, 643, 333, 670]
inglewood-row: Previously acknowledged 61 1 0	[1220, 219, 1447, 231]
patriotic-league-heading: NORTH TARANAKI PATRIOTIC LEAGUE.	[1002, 574, 1182, 613]
telegraphic-heading: TELEGRAPHIC.	[809, 326, 892, 339]
inglewood-total: Total £78 0 0	[1220, 323, 1447, 335]
plumtree-s3: BOYS' NORFOLK SUITS.	[381, 217, 517, 230]
our-joints-heading: OUR JOINTS	[90, 1136, 198, 1156]
patriotic-league-row: Mr. W. Honore and family 1 0 0	[979, 708, 1205, 720]
farm-dairy-body: The value of bones as a manure has been known for a long time. It is said that they have been used for centuries in the South of France in olive culture, although English farmers were the first to employ them in general agriculture. There is the following interesting note to a French book published about a year ago, on the "Manufacture of Chemical Manures":—"In England, Hunter drew the attention of farmers to bones in 1774. In that country (England) the use of bones, applied and tried the production on poor land." At first the bones were roughly broken, but gradually, as the better effects of more finely-ground material was observed, it became customary to break them up more completely, accelerating their decomposition, and providing less convenient morsels for crows to carry off. More recently, after the advantage of dissolving raw bones with sulphuric acid was recognised, the application of raw bones or bone-meal to the fields was partly given up, and dissolved bones substituted for the raw material. It was certainly a move in the right direction, and now for more than half a century dissolved bones and bone manures have figured largely in the lists of chemical manufacturers. At the present time there is throughout the country an enormous demand for them, and this is eloquent testimony of their useful nature, because the demand has regularly continued in spite of the suggestions of some agricultural chemists that dissolved bones were sold above their real fertilising value as compared with mixtures of superphosphates and sulphate of ammonia. Sufficient importance was not given by such chemists to the different character of the materials; in theory they might possibly be right, but in practice the farmers were better judges, and refused to be seduced from their allegiance to the favourite old bone manures, from which good crops had always been grown. Bones could be converted into a manure by grinding, but it is essential that they should be reduced to a very fine flour to get the full benefit out of them.	[1220, 1142, 1447, 1642]
tonking-ad	[1462, 839, 1686, 988]
morey-text-1: Your dolly daughter's dress education should be commenced right early—good taste should be inculcated whilst she is young and your forethought will be reflected in dress pride during later years. Your little girlie is our special study—we want to see her well-dressed, bright, stylish and pretty—for when little girlie is well-dressed mother is well-pleased, and it is always our pleasure to please mother.	[1471, 442, 1908, 492]
